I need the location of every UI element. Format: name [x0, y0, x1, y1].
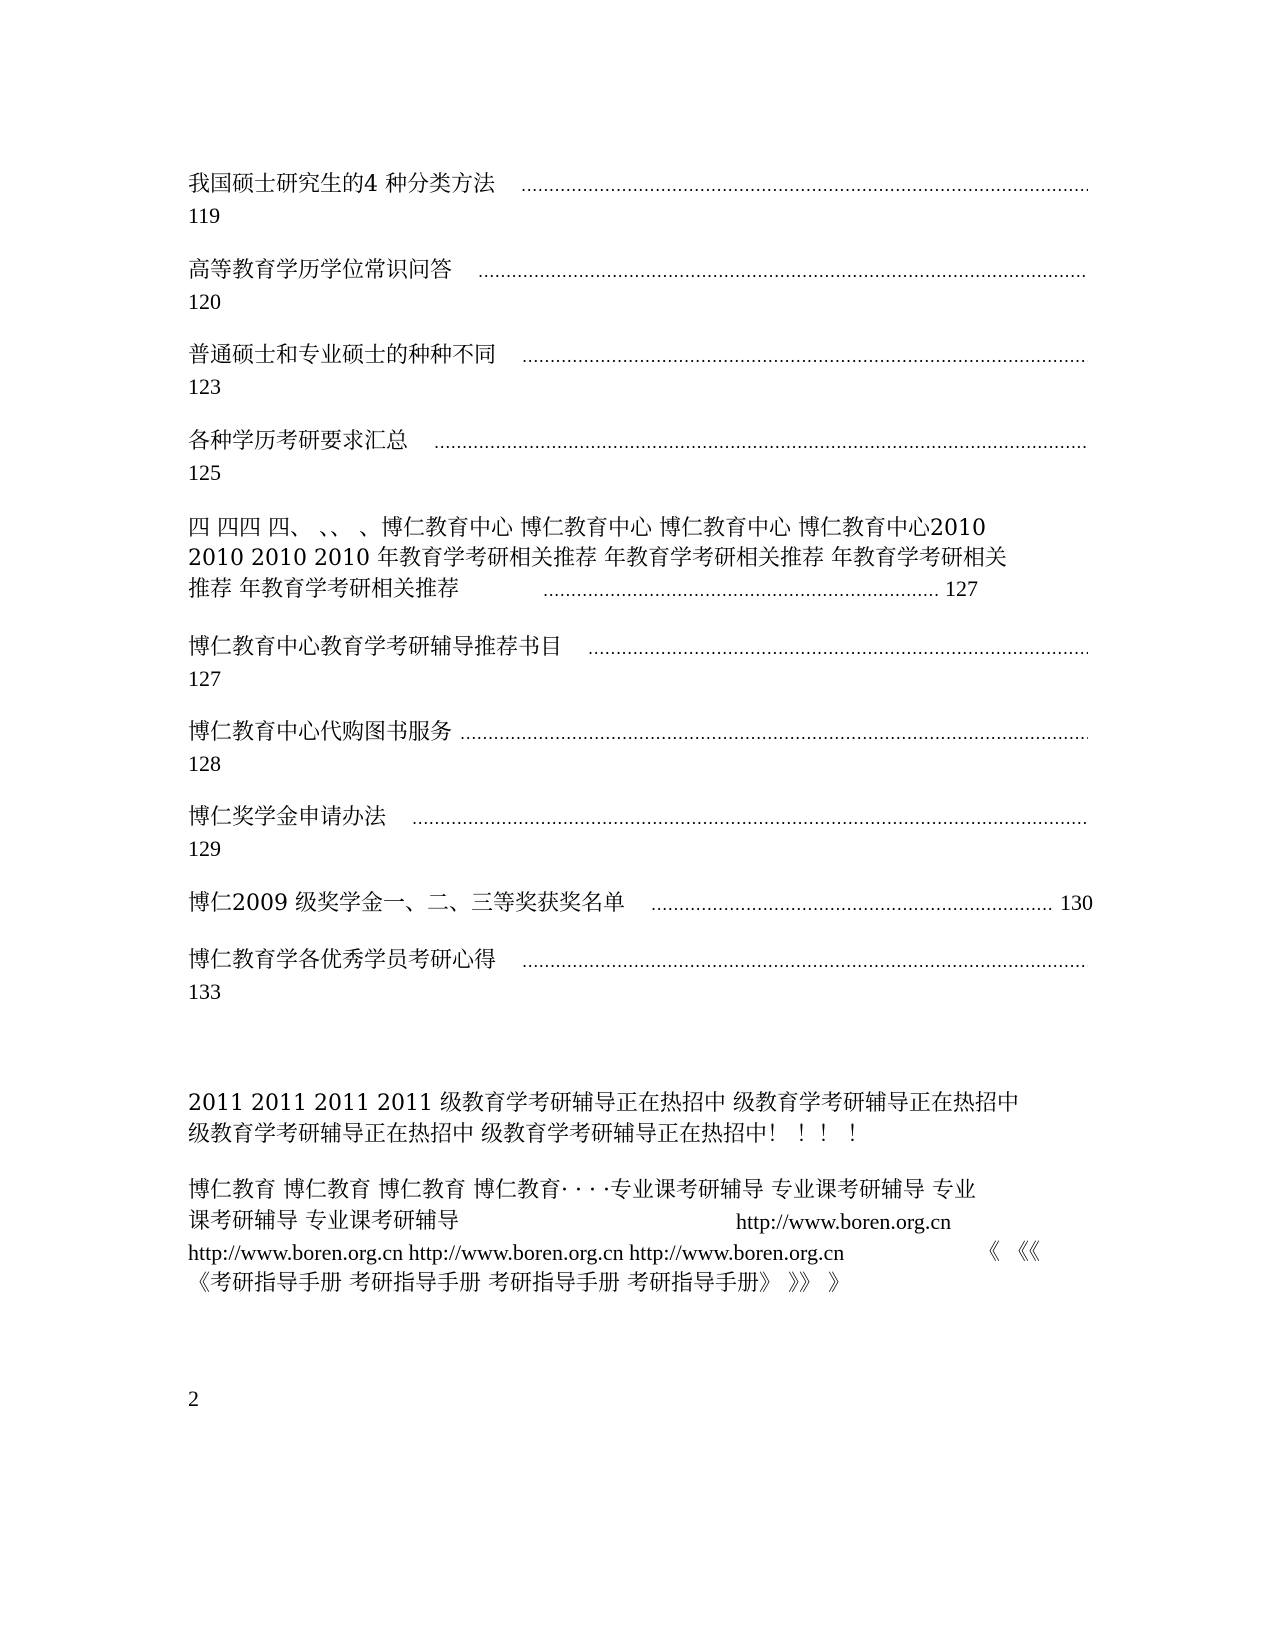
toc-entry[interactable]: [188, 718, 1088, 779]
page-number: 2: [188, 1386, 199, 1411]
promo-line: 级教育学考研辅导正在热招中 级教育学考研辅导正在热招中！ ！！ ！: [188, 1122, 869, 1147]
toc-entry-page: 129: [188, 836, 221, 861]
toc-entry[interactable]: [188, 946, 1088, 1007]
toc-entry-page: 128: [188, 751, 221, 776]
toc-section-heading[interactable]: [188, 514, 1108, 606]
toc-entry-page: 130: [1060, 890, 1093, 915]
toc-entry-page: 133: [188, 979, 221, 1004]
promo-text: 课考研辅导 专业课考研辅导: [188, 1209, 459, 1234]
toc-entry-title: 各种学历考研要求汇总: [188, 429, 409, 454]
toc-entry-title: 普通硕士和专业硕士的种种不同: [188, 343, 497, 368]
toc-entry-title: 博仁奖学金申请办法: [188, 805, 387, 830]
toc-section-line: 四 四四 四、 、、 、博仁教育中心 博仁教育中心 博仁教育中心 博仁教育中心2010: [188, 516, 986, 541]
toc-leader-dots: [522, 947, 1088, 977]
promo-line: 《考研指导手册 考研指导手册 考研指导手册 考研指导手册》 》》 》: [188, 1271, 850, 1296]
toc-entry-page: 127: [945, 576, 978, 601]
toc-entry-title: 博仁教育中心代购图书服务: [188, 720, 453, 745]
toc-leader-dots: [588, 634, 1088, 664]
toc-entry[interactable]: [188, 633, 1088, 694]
toc-section-line: 2010 2010 2010 年教育学考研相关推荐 年教育学考研相关推荐 年教育学考研相关: [188, 546, 1007, 571]
toc-entry-page: 120: [188, 289, 221, 314]
toc-leader-dots: [521, 171, 1088, 201]
toc-leader-dots: [434, 428, 1088, 458]
toc-leader-dots: [543, 576, 939, 606]
toc-entry-title: 高等教育学历学位常识问答: [188, 258, 453, 283]
toc-section-line: 推荐 年教育学考研相关推荐: [188, 577, 459, 602]
toc-leader-dots: [651, 890, 1054, 920]
toc-leader-dots: [412, 804, 1088, 834]
toc-entry[interactable]: [188, 888, 1093, 920]
toc-leader-dots: [522, 342, 1088, 372]
toc-leader-dots: [460, 719, 1088, 749]
toc-entry[interactable]: [188, 341, 1088, 402]
promo-line: [188, 1237, 1088, 1268]
toc-entry-title: 博仁2009 级奖学金一、二、三等奖获奖名单: [188, 891, 625, 916]
toc-entry[interactable]: [188, 256, 1088, 317]
toc-entry-title: 我国硕士研究生的4 种分类方法: [188, 172, 495, 197]
toc-entry-page: 125: [188, 460, 221, 485]
promo-line: 2011 2011 2011 2011 级教育学考研辅导正在热招中 级教育学考研辅导正在热招中: [188, 1091, 1019, 1116]
toc-entry-title: 博仁教育学各优秀学员考研心得: [188, 948, 497, 973]
toc-entry-title: 博仁教育中心教育学考研辅导推荐书目: [188, 635, 563, 660]
toc-entry[interactable]: [188, 170, 1088, 231]
promo-block: [188, 1175, 1088, 1299]
promo-line: [188, 1206, 1088, 1237]
promo-line: 博仁教育 博仁教育 博仁教育 博仁教育· · · ·专业课考研辅导 专业课考研辅导 专业: [188, 1178, 976, 1203]
toc-entry-page: 127: [188, 666, 221, 691]
promo-block: [188, 1088, 1088, 1150]
website-links[interactable]: http://www.boren.org.cn http://www.boren.org.cn http://www.boren.org.cn: [188, 1240, 845, 1265]
toc-leader-dots: [478, 257, 1088, 287]
toc-entry-page: 123: [188, 374, 221, 399]
promo-brackets: 《 《《: [978, 1240, 1040, 1265]
toc-entry[interactable]: [188, 427, 1088, 488]
toc-entry-page: 119: [188, 203, 221, 228]
toc-entry[interactable]: [188, 803, 1088, 864]
website-link[interactable]: http://www.boren.org.cn: [736, 1209, 952, 1234]
